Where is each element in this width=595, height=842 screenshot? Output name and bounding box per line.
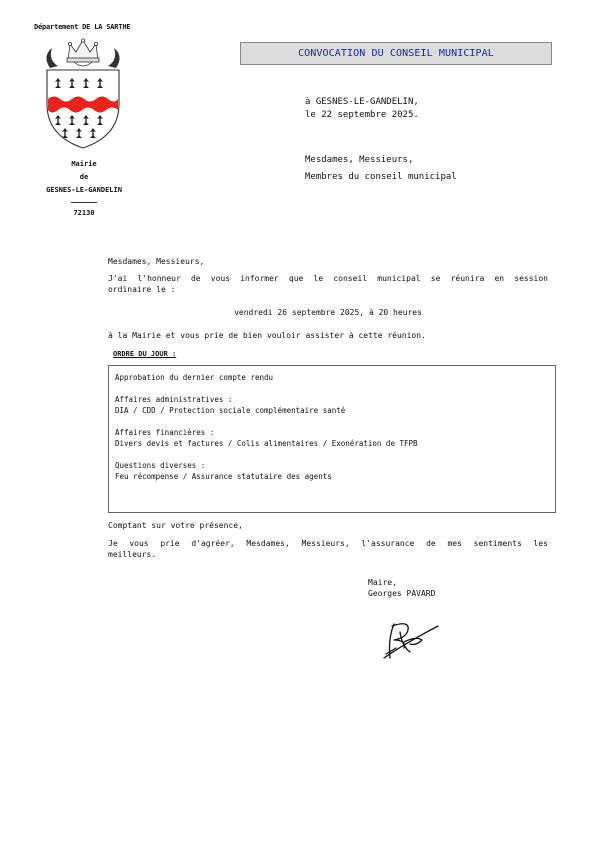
signatory-role: Maire, xyxy=(368,578,397,587)
postcode: 72130 xyxy=(73,209,95,217)
crown-icon xyxy=(67,39,99,66)
intro-line2: ordinaire le : xyxy=(108,285,176,294)
commune-name: GESNES-LE-GANDELIN xyxy=(46,186,122,194)
salutation: Mesdames, Messieurs, xyxy=(108,257,205,266)
recipients-line2: Membres du conseil municipal xyxy=(305,172,457,182)
agenda-item xyxy=(115,394,549,416)
sender-block xyxy=(30,158,138,220)
agenda-item xyxy=(115,372,549,383)
agenda-item-heading: Affaires financières : xyxy=(115,428,215,437)
date-line: le 22 septembre 2025. xyxy=(305,110,419,120)
signatory-name: Georges PAVARD xyxy=(368,589,436,598)
sender-divider xyxy=(71,202,97,203)
agenda-item-detail: DIA / CDD / Protection sociale complémentaire santé xyxy=(115,406,346,415)
agenda-item-detail: Feu récompense / Assurance statutaire des agents xyxy=(115,472,332,481)
agenda-item-heading: Affaires administratives : xyxy=(115,395,233,404)
presence-line: Comptant sur votre présence, xyxy=(108,521,243,530)
formula-line1: Je vous prie d'agréer, Mesdames, Messieurs, l'assurance de mes sentiments les xyxy=(108,539,548,548)
agenda-item-heading: Approbation du dernier compte rendu xyxy=(115,373,274,382)
commune-coat-of-arms xyxy=(42,38,124,150)
mairie-de-label: de xyxy=(79,173,89,181)
mairie-label: Mairie xyxy=(71,160,97,168)
agenda-item-heading: Questions diverses : xyxy=(115,461,206,470)
meeting-datetime: vendredi 26 septembre 2025, à 20 heures xyxy=(234,308,422,317)
agenda-item-detail: Divers devis et factures / Colis alimentaires / Exonération de TFPB xyxy=(115,439,418,448)
location-line: à la Mairie et vous prie de bien vouloir assister à cette réunion. xyxy=(108,331,426,340)
place-line: à GESNES-LE-GANDELIN, xyxy=(305,97,419,107)
agenda-item xyxy=(115,427,549,449)
document-title: CONVOCATION DU CONSEIL MUNICIPAL xyxy=(240,42,552,65)
signatory-block xyxy=(368,577,435,599)
recipients-block xyxy=(305,152,457,186)
formula-line2: meilleurs. xyxy=(108,550,157,559)
agenda-title: ORDRE DU JOUR : xyxy=(113,350,177,358)
agenda-item xyxy=(115,460,549,482)
handwritten-signature xyxy=(380,618,442,662)
department-label: Département DE LA SARTHE xyxy=(34,23,131,31)
intro-line1: J'ai l'honneur de vous informer que le conseil municipal se réunira en session xyxy=(108,274,548,283)
recipients-line1: Mesdames, Messieurs, xyxy=(305,155,414,165)
place-date-block xyxy=(305,96,419,122)
agenda-box xyxy=(108,365,556,513)
